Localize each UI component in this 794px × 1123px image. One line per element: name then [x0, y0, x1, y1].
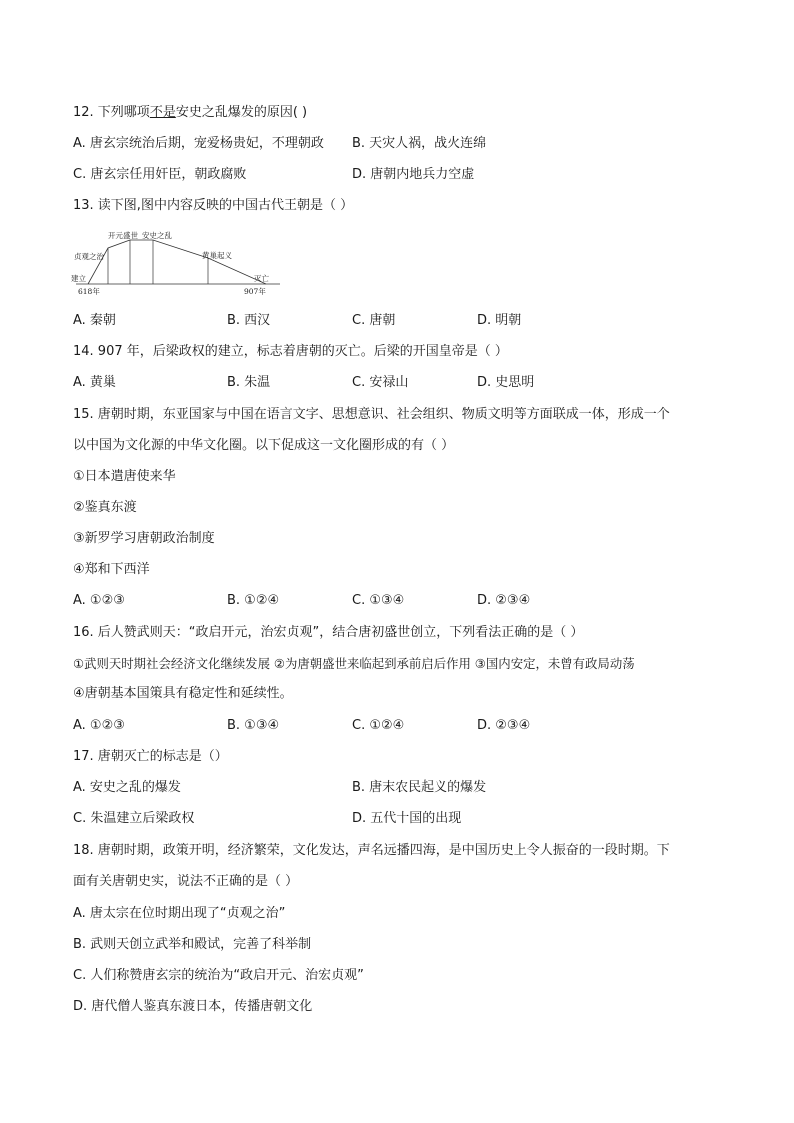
q15-option-d: D. ②③④: [477, 593, 531, 608]
q13-option-d: D. 明朝: [477, 313, 522, 328]
q18-option-c: C. 人们称赞唐玄宗的统治为“政启开元、治宏贞观”: [73, 968, 364, 983]
q18-stem-line2: 面有关唐朝史实，说法不正确的是（ ）: [73, 874, 299, 889]
q14-option-b: B. 朱温: [227, 375, 271, 390]
q14-option-a: A. 黄巢: [73, 375, 116, 390]
q17-option-c: C. 朱温建立后梁政权: [73, 811, 195, 826]
label-jianli: 建立: [71, 274, 86, 283]
label-kaiyuan: 开元盛世: [108, 231, 138, 240]
label-huangchao: 黄巢起义: [202, 251, 232, 260]
q16-option-a: A. ①②③: [73, 718, 125, 733]
label-zhenguan: 贞观之治: [74, 252, 104, 261]
q15-option-b: B. ①②④: [227, 593, 280, 608]
q15-stem-line1: 15. 唐朝时期，东亚国家与中国在语言文字、思想意识、社会组织、物质文明等方面联成一体，形成一个: [73, 407, 670, 422]
q14-option-c: C. 安禄山: [352, 375, 409, 390]
q17-option-d: D. 五代十国的出现: [352, 811, 462, 826]
trend-line: [88, 240, 266, 284]
q12-emphasis: 不是: [149, 105, 176, 120]
q16-option-c: C. ①②④: [352, 718, 405, 733]
q16-statements-line2: ④唐朝基本国策具有稳定性和延续性。: [73, 686, 293, 701]
q16-stem: 16. 后人赞武则天：“政启开元，治宏贞观”，结合唐初盛世创立，下列看法正确的是（ ）: [73, 625, 584, 640]
q16-statements-line1: ①武则天时期社会经济文化继续发展 ②为唐朝盛世来临起到承前启后作用 ③国内安定，未曾有政局动荡: [73, 656, 635, 671]
q12-stem: 12. 下列哪项不是安史之乱爆发的原因( ): [73, 105, 308, 120]
q16-option-d: D. ②③④: [477, 718, 531, 733]
label-start-year: 618年: [78, 287, 100, 296]
q12-option-d: D. 唐朝内地兵力空虚: [352, 167, 475, 182]
q18-stem-line1: 18. 唐朝时期，政策开明，经济繁荣，文化发达，声名远播四海，是中国历史上令人振奋的一段时期。下: [73, 843, 670, 858]
q13-option-a: A. 秦朝: [73, 313, 116, 328]
q12-option-c: C. 唐玄宗任用奸臣，朝政腐败: [73, 167, 247, 182]
label-miewang: 灭亡: [254, 274, 269, 283]
q15-item-4: ④郑和下西洋: [73, 562, 150, 577]
q16-option-b: B. ①③④: [227, 718, 280, 733]
q13-stem: 13. 读下图,图中内容反映的中国古代王朝是（ ）: [73, 198, 354, 213]
q14-option-d: D. 史思明: [477, 375, 535, 390]
q15-item-2: ②鉴真东渡: [73, 500, 137, 515]
q15-stem-line2: 以中国为文化源的中华文化圈。以下促成这一文化圈形成的有（ ）: [73, 438, 455, 453]
q12-option-b: B. 天灾人祸，战火连绵: [352, 136, 487, 151]
q18-option-a: A. 唐太宗在位时期出现了“贞观之治”: [73, 906, 286, 921]
q15-item-3: ③新罗学习唐朝政治制度: [73, 531, 215, 546]
q12-option-a: A. 唐玄宗统治后期，宠爱杨贵妃，不理朝政: [73, 136, 324, 151]
label-end-year: 907年: [244, 287, 266, 296]
q15-option-a: A. ①②③: [73, 593, 125, 608]
q15-option-c: C. ①③④: [352, 593, 405, 608]
q14-stem: 14. 907 年，后梁政权的建立，标志着唐朝的灭亡。后梁的开国皇帝是（ ）: [73, 344, 508, 359]
q17-option-b: B. 唐末农民起义的爆发: [352, 780, 487, 795]
q18-option-d: D. 唐代僧人鉴真东渡日本，传播唐朝文化: [73, 999, 313, 1014]
q15-item-1: ①日本遣唐使来华: [73, 469, 176, 484]
label-anshi: 安史之乱: [142, 231, 172, 240]
q18-option-b: B. 武则天创立武举和殿试，完善了科举制: [73, 937, 312, 952]
q17-option-a: A. 安史之乱的爆发: [73, 780, 181, 795]
q13-option-b: B. 西汉: [227, 313, 271, 328]
tang-dynasty-diagram: [68, 228, 283, 298]
q13-option-c: C. 唐朝: [352, 313, 396, 328]
q17-stem: 17. 唐朝灭亡的标志是（）: [73, 749, 228, 764]
